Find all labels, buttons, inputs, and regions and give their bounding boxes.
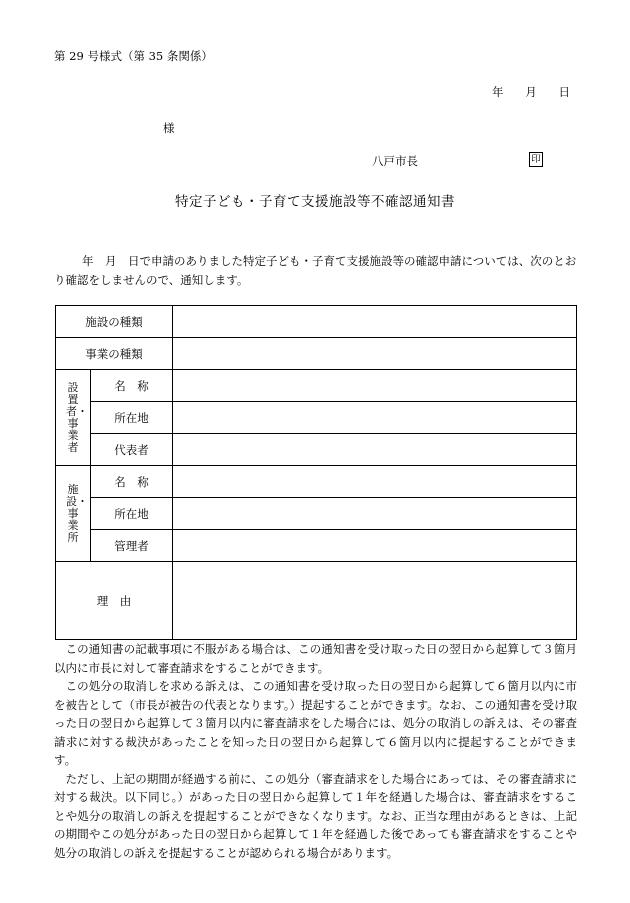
facility-manager-label: 管理者 <box>91 530 173 562</box>
facility-group-label: 施設・事業所 <box>66 482 88 544</box>
founder-representative-label: 代表者 <box>91 434 173 466</box>
founder-group-label: 設置者・事業者 <box>66 380 88 454</box>
facility-address-label: 所在地 <box>91 498 173 530</box>
note-paragraph: ただし、上記の期間が経過する前に、この処分（審査請求をした場合にあっては、その審査請求に対する裁決。以下同じ。）があった日の翌日から起算して１年を経過した場合は、審査請求をすることや処分の取消しの訴えを提起することができなくなります。なお、正当な理由があるときは、上記の期間やこの処分があった日の翌日から起算して１年を経過した後であっても審査請求をすることや処分の取消しの訴えを提起することが認められる場合があります。 <box>54 771 577 860</box>
form-table <box>55 305 577 640</box>
table-row <box>56 562 577 640</box>
addressee-suffix: 様 <box>163 121 175 135</box>
facility-manager-value <box>173 530 577 562</box>
table-row <box>56 338 577 370</box>
note-paragraph: この通知書の記載事項に不服がある場合は、この通知書を受け取った日の翌日から起算して３箇月以内に市長に対して審査請求をすることができます。 <box>54 642 577 675</box>
facility-group-cell <box>56 466 91 562</box>
facility-name-label: 名 称 <box>91 466 173 498</box>
facility-name-value <box>173 466 577 498</box>
date-month: 月 <box>525 85 537 99</box>
facility-address-value <box>173 498 577 530</box>
business-type-label: 事業の種類 <box>56 338 173 370</box>
business-type-value <box>173 338 577 370</box>
issuer-name: 八戸市長 <box>372 154 418 168</box>
form-number: 第 29 号様式（第 35 条関係） <box>54 49 213 63</box>
founder-name-value <box>173 370 577 402</box>
founder-address-value <box>173 402 577 434</box>
notes-section <box>54 640 577 862</box>
seal-mark: 印 <box>529 152 543 167</box>
table-row <box>56 402 577 434</box>
note-paragraph: この処分の取消しを求める訴えは、この通知書を受け取った日の翌日から起算して６箇月以内に市を被告として（市長が被告の代表となります。）提起することができます。なお、この通知書を受け取った日の翌日から起算して３箇月以内に審査請求をした場合には、処分の取消しの訴えは、その審査請求に対する裁決があったことを知った日の翌日から起算して６箇月以内に提起することができます。 <box>54 679 577 767</box>
facility-type-value <box>173 306 577 338</box>
date-day: 日 <box>558 85 570 99</box>
date-line <box>492 84 570 100</box>
founder-name-label: 名 称 <box>91 370 173 402</box>
table-row <box>56 466 577 498</box>
reason-label: 理 由 <box>56 562 173 640</box>
intro-text: 年 月 日で申請のありました特定子ども・子育て支援施設等の確認申請については、次のとおり確認をしませんので、通知します。 <box>54 254 577 287</box>
facility-type-label: 施設の種類 <box>56 306 173 338</box>
table-row <box>56 434 577 466</box>
table-row <box>56 498 577 530</box>
document-title: 特定子ども・子育て支援施設等不確認通知書 <box>175 194 455 210</box>
founder-representative-value <box>173 434 577 466</box>
date-year: 年 <box>492 85 504 99</box>
founder-address-label: 所在地 <box>91 402 173 434</box>
reason-value <box>173 562 577 640</box>
table-row <box>56 306 577 338</box>
table-row <box>56 530 577 562</box>
intro-paragraph <box>54 252 577 290</box>
table-row <box>56 370 577 402</box>
founder-group-cell <box>56 370 91 466</box>
